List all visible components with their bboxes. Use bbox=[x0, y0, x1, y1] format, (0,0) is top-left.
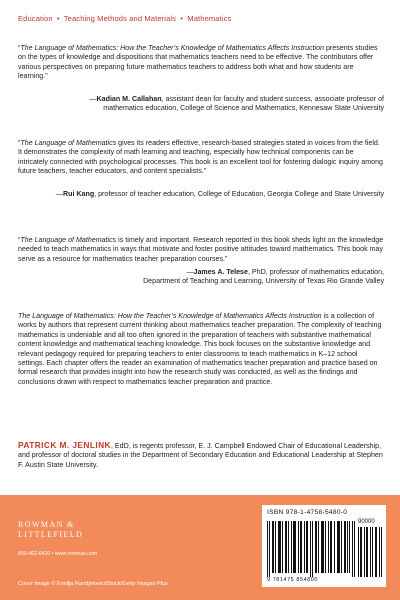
book-title: The Language of Mathematics: How the Teacher’s Knowledge of Mathematics Affects Instruction bbox=[18, 312, 322, 320]
book-title: The Language of Mathematics: How the Teacher’s Knowledge of Mathematics Affects Instruction bbox=[20, 44, 324, 52]
price-code: 90000 bbox=[358, 519, 375, 525]
blurb-attribution-2: —Rui Kang, professor of teacher education, College of Education, Georgia College and State University bbox=[55, 190, 384, 198]
category-teaching-methods: Teaching Methods and Materials bbox=[63, 14, 177, 23]
barcode-box bbox=[262, 505, 386, 587]
blurb-quote-1: “The Language of Mathematics: How the Teacher’s Knowledge of Mathematics Affects Instruction presents studies on the types of knowledge and dispositions that mathematics teachers need to be effective. The contributors offer various perspectives on preparing future mathematics teachers to address both what and how students are learning.” bbox=[18, 44, 378, 81]
barcode-icon bbox=[267, 521, 355, 577]
author-bio: PATRICK M. JENLINK, EdD, is regents professor, E. J. Campbell Endowed Chair of Educational Leadership, and professor of doctoral studies in the Department of Secondary Education and Educational Leadership at Stephen F. Austin State University. bbox=[18, 440, 383, 469]
category-education: Education bbox=[18, 14, 53, 23]
category-line bbox=[18, 14, 231, 23]
cover-image-credit: Cover image © Emilija Randjelovic/iStock/Getty Images Plus bbox=[18, 581, 168, 587]
author-name: PATRICK M. JENLINK bbox=[18, 440, 111, 450]
publisher-contact: 800-462-6420 • www.rowman.com bbox=[18, 551, 98, 557]
reviewer-name: Kadian M. Callahan bbox=[96, 95, 162, 103]
blurb-attribution-1: —Kadian M. Callahan, assistant dean for faculty and student success, associate professor of mathematics education, College of Science and Mathematics, Kennesaw State University bbox=[89, 95, 384, 113]
blurb-quote-3: “The Language of Mathematics is timely and important. Research reported in this book sheds light on the knowledge needed to teach mathematics in ways that motivate and foster positive attitudes toward mathematics. This book may serve as a resource for mathematics teacher preparation courses.” bbox=[18, 236, 384, 263]
category-separator: • bbox=[180, 14, 184, 23]
book-title: The Language of Mathematics bbox=[20, 139, 117, 147]
blurb-quote-2: “The Language of Mathematics gives its readers effective, research-based strategies stated in voices from the field. It demonstrates the complexity of math learning and teaching, especially how technical components can be intricately connected with psychological processes. This book is an excellent tool for fostering dialogic inquiry among future teachers, teacher educators, and content specialists.” bbox=[18, 139, 383, 176]
price-barcode-icon bbox=[358, 527, 382, 577]
book-description: The Language of Mathematics: How the Teacher’s Knowledge of Mathematics Affects Instruction is a collection of works by authors that represent current thinking about mathematics teacher preparation. The complexity of teaching mathematics is undeniable and all too often ignored in the preparation of teachers with substantive mathematical content knowledge and mathematical teaching knowledge. This book focuses on the substantive knowledge and relevant pedagogy required for preparing teachers to enter classrooms to teach mathematics in K–12 school settings. Each chapter offers the reader an examination of mathematics teacher preparation and practice based on formal research that provides insight into how the research study was conducted, as well as the findings and conclusions drawn with respect to mathematics teacher preparation and practice. bbox=[18, 312, 382, 386]
isbn-label: ISBN 978-1-4758-5480-0 bbox=[267, 509, 348, 516]
category-mathematics: Mathematics bbox=[187, 14, 232, 23]
publisher-logo: ROWMAN & LITTLEFIELD bbox=[18, 520, 84, 539]
reviewer-name: James A. Telese bbox=[193, 268, 248, 276]
reviewer-name: Rui Kang bbox=[63, 190, 95, 198]
category-separator: • bbox=[56, 14, 60, 23]
ean-number: 9 781475 854800 bbox=[267, 577, 318, 583]
book-title: The Language of Mathematics bbox=[20, 236, 117, 244]
blurb-attribution-3: —James A. Telese, PhD, professor of mathematics education, Department of Teaching and Learning, University of Texas Rio Grande Valley bbox=[143, 268, 384, 286]
